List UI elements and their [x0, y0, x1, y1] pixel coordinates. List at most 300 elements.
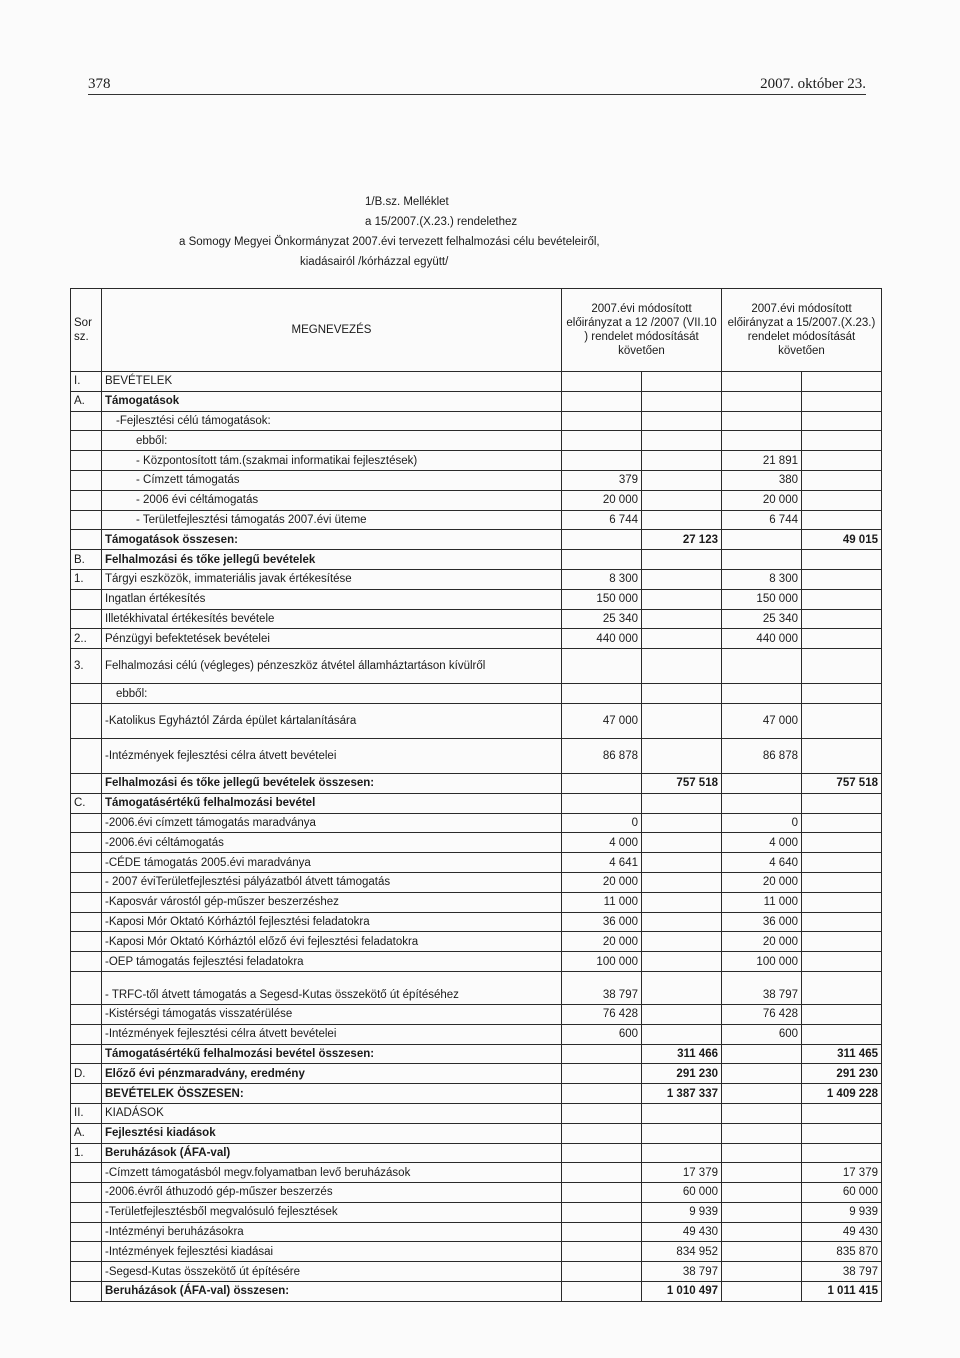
table-row: [71, 1222, 882, 1242]
value-a-detail: 100 000: [562, 952, 642, 972]
value-b-total: 60 000: [802, 1183, 882, 1203]
row-label: - Területfejlesztési támogatás 2007.évi üteme: [102, 510, 562, 530]
value-a-total: [642, 372, 722, 392]
value-b-detail: [722, 1183, 802, 1203]
row-number: D.: [71, 1064, 102, 1084]
value-a-total: [642, 550, 722, 570]
value-a-detail: [562, 793, 642, 813]
value-b-detail: [722, 1123, 802, 1143]
value-a-total: [642, 1103, 722, 1123]
row-number: I.: [71, 372, 102, 392]
value-b-detail: [722, 1044, 802, 1064]
value-a-total: 1 387 337: [642, 1084, 722, 1104]
value-b-detail: 21 891: [722, 451, 802, 471]
value-b-detail: 4 640: [722, 853, 802, 873]
value-b-total: [802, 629, 882, 649]
row-number: 2..: [71, 629, 102, 649]
row-label: -OEP támogatás fejlesztési feladatokra: [102, 952, 562, 972]
table-header-row: [71, 289, 882, 372]
table-row: [71, 1242, 882, 1262]
header-sor: Sor sz.: [71, 289, 102, 372]
table-row: [71, 609, 882, 629]
row-number: [71, 971, 102, 1004]
row-label: - Címzett támogatás: [102, 470, 562, 490]
table-row: [71, 629, 882, 649]
value-b-total: [802, 738, 882, 773]
row-number: II.: [71, 1103, 102, 1123]
value-b-detail: [722, 411, 802, 431]
value-a-total: [642, 451, 722, 471]
row-number: [71, 703, 102, 738]
table-row: [71, 569, 882, 589]
value-a-detail: 4 000: [562, 833, 642, 853]
row-label: Beruházások (ÁFA-val): [102, 1143, 562, 1163]
value-b-detail: 47 000: [722, 703, 802, 738]
value-b-total: [802, 1123, 882, 1143]
value-b-total: 291 230: [802, 1064, 882, 1084]
row-number: [71, 1262, 102, 1282]
value-b-total: [802, 451, 882, 471]
value-a-detail: [562, 550, 642, 570]
row-number: [71, 1163, 102, 1183]
value-b-total: [802, 649, 882, 684]
table-row: [71, 813, 882, 833]
value-a-detail: [562, 1163, 642, 1183]
value-a-total: [642, 738, 722, 773]
value-b-total: [802, 589, 882, 609]
row-label: BEVÉTELEK ÖSSZESEN:: [102, 1084, 562, 1104]
value-a-detail: 600: [562, 1024, 642, 1044]
row-label: -2006.évi céltámogatás: [102, 833, 562, 853]
value-b-total: [802, 411, 882, 431]
row-label: -Területfejlesztésből megvalósuló fejlesztések: [102, 1202, 562, 1222]
row-number: [71, 912, 102, 932]
value-b-total: [802, 1004, 882, 1024]
row-label: -Kaposi Mór Oktató Kórháztól előző évi fejlesztési feladatokra: [102, 932, 562, 952]
row-label: -Segesd-Kutas összekötő út építésére: [102, 1262, 562, 1282]
table-row: [71, 952, 882, 972]
value-b-total: 311 465: [802, 1044, 882, 1064]
row-number: [71, 1222, 102, 1242]
row-number: A.: [71, 391, 102, 411]
row-label: Felhalmozási célú (végleges) pénzeszköz átvétel államháztartáson kívülről: [102, 649, 562, 684]
value-b-detail: 20 000: [722, 490, 802, 510]
table-row: [71, 1103, 882, 1123]
row-number: [71, 833, 102, 853]
value-a-detail: [562, 1064, 642, 1084]
row-number: 3.: [71, 649, 102, 684]
row-label: -2006.évről áthuzodó gép-műszer beszerzés: [102, 1183, 562, 1203]
table-row: [71, 738, 882, 773]
value-a-detail: [562, 1044, 642, 1064]
value-b-total: [802, 609, 882, 629]
value-b-detail: 36 000: [722, 912, 802, 932]
page-header: [88, 76, 866, 96]
value-b-detail: 8 300: [722, 569, 802, 589]
value-a-detail: 20 000: [562, 490, 642, 510]
table-row: [71, 1143, 882, 1163]
table-row: [71, 1123, 882, 1143]
row-label: -CÉDE támogatás 2005.évi maradványa: [102, 853, 562, 873]
value-a-total: [642, 703, 722, 738]
value-b-detail: 6 744: [722, 510, 802, 530]
value-a-total: [642, 470, 722, 490]
row-number: [71, 892, 102, 912]
row-label: Fejlesztési kiadások: [102, 1123, 562, 1143]
value-a-detail: [562, 1183, 642, 1203]
value-b-total: 1 011 415: [802, 1282, 882, 1302]
value-a-total: [642, 793, 722, 813]
value-a-total: [642, 569, 722, 589]
value-a-total: [642, 629, 722, 649]
value-b-detail: 4 000: [722, 833, 802, 853]
row-label: - Központosított tám.(szakmai informatikai fejlesztések): [102, 451, 562, 471]
value-b-detail: [722, 530, 802, 550]
table-row: [71, 1163, 882, 1183]
row-label: ebből:: [102, 684, 562, 704]
value-b-total: [802, 853, 882, 873]
value-a-total: [642, 1024, 722, 1044]
value-a-total: [642, 490, 722, 510]
value-a-detail: [562, 1242, 642, 1262]
table-row: [71, 649, 882, 684]
table-row: [71, 773, 882, 793]
value-b-total: [802, 1143, 882, 1163]
value-a-total: 834 952: [642, 1242, 722, 1262]
value-a-total: [642, 892, 722, 912]
value-b-total: [802, 684, 882, 704]
value-a-detail: [562, 1123, 642, 1143]
value-a-total: 1 010 497: [642, 1282, 722, 1302]
value-b-detail: [722, 550, 802, 570]
budget-table: [70, 288, 882, 1302]
table-row: [71, 431, 882, 451]
value-a-total: [642, 872, 722, 892]
value-a-total: 9 939: [642, 1202, 722, 1222]
value-a-detail: [562, 431, 642, 451]
value-b-detail: [722, 1282, 802, 1302]
row-number: [71, 773, 102, 793]
row-number: [71, 490, 102, 510]
row-number: [71, 738, 102, 773]
value-a-total: [642, 1143, 722, 1163]
row-label: Beruházások (ÁFA-val) összesen:: [102, 1282, 562, 1302]
row-label: KIADÁSOK: [102, 1103, 562, 1123]
table-row: [71, 451, 882, 471]
value-a-total: 757 518: [642, 773, 722, 793]
value-b-detail: [722, 1084, 802, 1104]
header-rule: [88, 94, 866, 95]
value-a-total: [642, 853, 722, 873]
value-a-total: [642, 932, 722, 952]
value-b-total: 9 939: [802, 1202, 882, 1222]
value-a-detail: [562, 1143, 642, 1163]
value-b-total: [802, 703, 882, 738]
row-number: [71, 1084, 102, 1104]
table-row: [71, 971, 882, 1004]
value-a-detail: 20 000: [562, 872, 642, 892]
row-label: Illetékhivatal értékesítés bevétele: [102, 609, 562, 629]
value-a-total: 60 000: [642, 1183, 722, 1203]
row-label: Támogatásértékű felhalmozási bevétel összesen:: [102, 1044, 562, 1064]
value-a-total: [642, 649, 722, 684]
value-b-detail: [722, 684, 802, 704]
row-number: [71, 589, 102, 609]
value-b-detail: 440 000: [722, 629, 802, 649]
value-a-detail: [562, 1282, 642, 1302]
header-col-b: 2007.évi módosított előirányzat a 15/2007.(X.23.) rendelet módosítását követően: [722, 289, 882, 372]
value-a-detail: 86 878: [562, 738, 642, 773]
value-a-total: [642, 589, 722, 609]
value-a-detail: 76 428: [562, 1004, 642, 1024]
value-b-detail: 20 000: [722, 932, 802, 952]
value-b-detail: [722, 1103, 802, 1123]
row-label: -Katolikus Egyháztól Zárda épület kártalanítására: [102, 703, 562, 738]
value-a-detail: 4 641: [562, 853, 642, 873]
row-number: [71, 853, 102, 873]
table-row: [71, 892, 882, 912]
value-a-detail: [562, 684, 642, 704]
value-b-detail: 11 000: [722, 892, 802, 912]
value-a-total: [642, 971, 722, 1004]
row-label: -Kaposvár várostól gép-műszer beszerzéshez: [102, 892, 562, 912]
value-a-detail: 36 000: [562, 912, 642, 932]
value-b-total: 1 409 228: [802, 1084, 882, 1104]
value-b-total: 17 379: [802, 1163, 882, 1183]
row-number: C.: [71, 793, 102, 813]
value-a-total: 291 230: [642, 1064, 722, 1084]
value-b-total: [802, 833, 882, 853]
row-label: -Fejlesztési célú támogatások:: [102, 411, 562, 431]
value-b-detail: 380: [722, 470, 802, 490]
value-b-detail: [722, 649, 802, 684]
value-a-total: [642, 833, 722, 853]
table-row: [71, 550, 882, 570]
table-row: [71, 1044, 882, 1064]
table-row: [71, 932, 882, 952]
row-number: [71, 1202, 102, 1222]
value-b-detail: [722, 793, 802, 813]
value-a-detail: 440 000: [562, 629, 642, 649]
row-label: - 2007 éviTerületfejlesztési pályázatból átvett támogatás: [102, 872, 562, 892]
table-row: [71, 872, 882, 892]
value-b-total: [802, 793, 882, 813]
value-a-detail: 20 000: [562, 932, 642, 952]
table-row: [71, 912, 882, 932]
row-label: Pénzügyi befektetések bevételei: [102, 629, 562, 649]
value-b-detail: [722, 1143, 802, 1163]
row-label: -Kaposi Mór Oktató Kórháztól fejlesztési feladatokra: [102, 912, 562, 932]
value-a-total: 17 379: [642, 1163, 722, 1183]
row-label: -Kistérségi támogatás visszatérülése: [102, 1004, 562, 1024]
row-number: [71, 510, 102, 530]
value-b-detail: [722, 1064, 802, 1084]
value-b-detail: 100 000: [722, 952, 802, 972]
value-b-detail: [722, 431, 802, 451]
value-b-detail: [722, 372, 802, 392]
value-b-detail: [722, 1202, 802, 1222]
value-a-detail: 150 000: [562, 589, 642, 609]
row-number: [71, 932, 102, 952]
table-row: [71, 793, 882, 813]
value-a-total: 27 123: [642, 530, 722, 550]
value-b-total: [802, 1024, 882, 1044]
value-b-total: [802, 971, 882, 1004]
value-b-total: 835 870: [802, 1242, 882, 1262]
value-a-detail: 38 797: [562, 971, 642, 1004]
row-number: [71, 1024, 102, 1044]
value-a-detail: [562, 773, 642, 793]
table-row: [71, 684, 882, 704]
table-row: [71, 490, 882, 510]
row-label: -2006.évi címzett támogatás maradványa: [102, 813, 562, 833]
row-label: Támogatások: [102, 391, 562, 411]
table-row: [71, 833, 882, 853]
header-megnevezes: MEGNEVEZÉS: [102, 289, 562, 372]
table-row: [71, 1084, 882, 1104]
annex-subject-cont: kiadásairól /kórházzal együtt/: [300, 256, 449, 268]
table-row: [71, 589, 882, 609]
row-label: -Intézmények fejlesztési célra átvett bevételei: [102, 1024, 562, 1044]
value-a-detail: [562, 530, 642, 550]
row-label: - 2006 évi céltámogatás: [102, 490, 562, 510]
value-a-detail: [562, 1202, 642, 1222]
value-b-total: [802, 569, 882, 589]
value-a-detail: 25 340: [562, 609, 642, 629]
row-number: A.: [71, 1123, 102, 1143]
row-label: Felhalmozási és tőke jellegű bevételek összesen:: [102, 773, 562, 793]
table-row: [71, 853, 882, 873]
row-number: [71, 530, 102, 550]
row-number: [71, 609, 102, 629]
value-b-detail: 20 000: [722, 872, 802, 892]
row-number: [71, 411, 102, 431]
value-b-total: [802, 932, 882, 952]
value-b-detail: [722, 773, 802, 793]
value-a-total: [642, 1123, 722, 1143]
value-b-total: 38 797: [802, 1262, 882, 1282]
value-b-total: [802, 510, 882, 530]
value-b-total: [802, 470, 882, 490]
value-b-detail: [722, 1163, 802, 1183]
annex-title: 1/B.sz. Melléklet: [365, 196, 449, 208]
row-number: B.: [71, 550, 102, 570]
table-row: [71, 1262, 882, 1282]
value-b-detail: [722, 1222, 802, 1242]
row-number: [71, 1183, 102, 1203]
value-a-detail: [562, 1103, 642, 1123]
value-b-total: [802, 391, 882, 411]
value-b-total: 49 015: [802, 530, 882, 550]
value-b-detail: [722, 391, 802, 411]
row-label: BEVÉTELEK: [102, 372, 562, 392]
value-a-detail: 379: [562, 470, 642, 490]
row-number: [71, 813, 102, 833]
annex-regulation: a 15/2007.(X.23.) rendelethez: [365, 216, 518, 228]
value-b-detail: 25 340: [722, 609, 802, 629]
row-label: Támogatásértékű felhalmozási bevétel: [102, 793, 562, 813]
value-b-total: [802, 952, 882, 972]
value-a-detail: [562, 649, 642, 684]
value-a-detail: [562, 411, 642, 431]
row-number: [71, 872, 102, 892]
value-a-detail: [562, 391, 642, 411]
header-date: 2007. október 23.: [760, 76, 866, 92]
page-number: 378: [88, 76, 111, 92]
table-row: [71, 530, 882, 550]
value-b-detail: [722, 1262, 802, 1282]
row-label: Előző évi pénzmaradvány, eredmény: [102, 1064, 562, 1084]
value-b-total: [802, 872, 882, 892]
row-label: -Címzett támogatásból megv.folyamatban levő beruházások: [102, 1163, 562, 1183]
table-row: [71, 372, 882, 392]
row-label: -Intézmények fejlesztési célra átvett bevételei: [102, 738, 562, 773]
value-b-detail: [722, 1242, 802, 1262]
row-label: -Intézmények fejlesztési kiadásai: [102, 1242, 562, 1262]
value-b-detail: 86 878: [722, 738, 802, 773]
row-number: [71, 1044, 102, 1064]
value-a-total: 38 797: [642, 1262, 722, 1282]
row-label: - TRFC-től átvett támogatás a Segesd-Kutas összekötő út építéséhez: [102, 971, 562, 1004]
value-b-total: 757 518: [802, 773, 882, 793]
value-a-total: [642, 813, 722, 833]
value-a-total: [642, 431, 722, 451]
row-number: [71, 1004, 102, 1024]
value-b-total: [802, 892, 882, 912]
value-b-detail: 38 797: [722, 971, 802, 1004]
row-number: 1.: [71, 569, 102, 589]
table-row: [71, 1282, 882, 1302]
header-col-a: 2007.évi módosított előirányzat a 12 /2007 (VII.10 ) rendelet módosítását követően: [562, 289, 722, 372]
table-row: [71, 1064, 882, 1084]
row-number: [71, 431, 102, 451]
table-row: [71, 703, 882, 738]
table-row: [71, 411, 882, 431]
row-label: Tárgyi eszközök, immateriális javak értékesítése: [102, 569, 562, 589]
row-number: [71, 952, 102, 972]
value-b-detail: 150 000: [722, 589, 802, 609]
row-number: [71, 470, 102, 490]
row-number: [71, 1242, 102, 1262]
value-a-total: 49 430: [642, 1222, 722, 1242]
row-label: Felhalmozási és tőke jellegű bevételek: [102, 550, 562, 570]
value-a-total: [642, 609, 722, 629]
value-b-total: [802, 431, 882, 451]
value-b-total: [802, 813, 882, 833]
value-a-total: [642, 1004, 722, 1024]
value-a-detail: 11 000: [562, 892, 642, 912]
value-a-total: [642, 952, 722, 972]
value-a-total: [642, 411, 722, 431]
value-a-total: [642, 391, 722, 411]
value-a-detail: 8 300: [562, 569, 642, 589]
value-a-detail: 6 744: [562, 510, 642, 530]
row-label: Ingatlan értékesítés: [102, 589, 562, 609]
value-a-total: [642, 912, 722, 932]
value-b-total: [802, 372, 882, 392]
value-a-detail: [562, 1262, 642, 1282]
value-a-detail: [562, 372, 642, 392]
value-a-total: [642, 684, 722, 704]
value-a-detail: 47 000: [562, 703, 642, 738]
value-b-detail: 76 428: [722, 1004, 802, 1024]
row-number: [71, 684, 102, 704]
table-row: [71, 510, 882, 530]
value-a-total: 311 466: [642, 1044, 722, 1064]
value-a-total: [642, 510, 722, 530]
row-label: ebből:: [102, 431, 562, 451]
value-b-total: [802, 550, 882, 570]
